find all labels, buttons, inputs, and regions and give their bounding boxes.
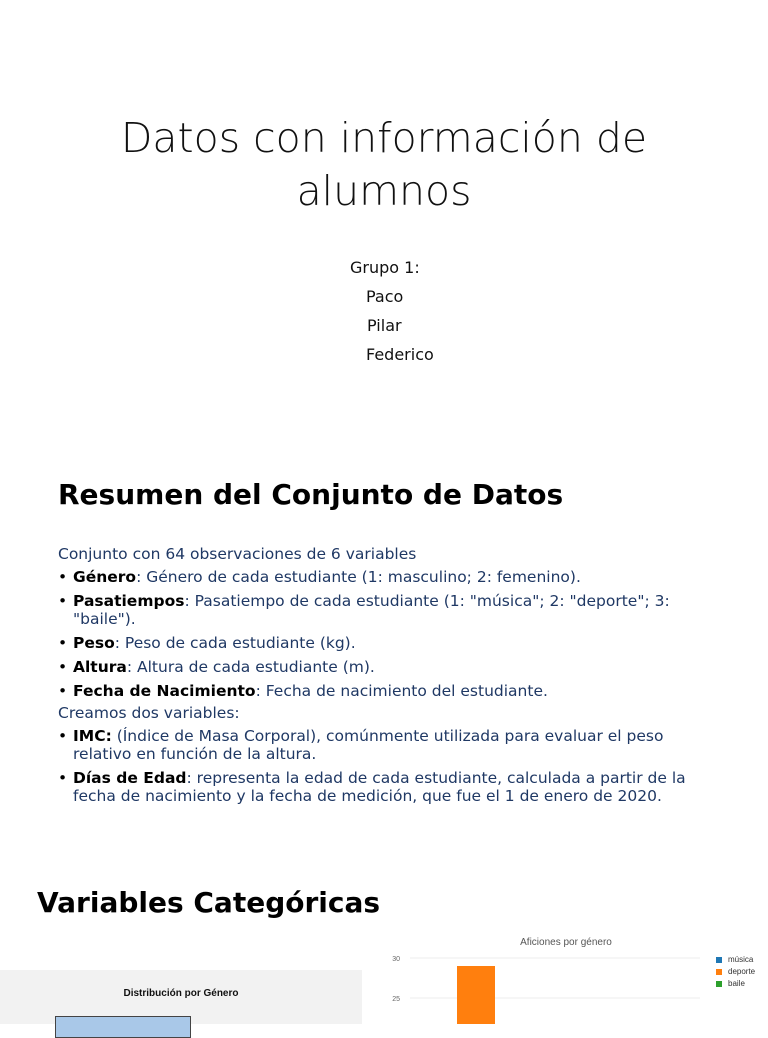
legend-item-musica: [716, 954, 755, 966]
slide-title-line1: Datos con información de: [120, 114, 648, 162]
legend-label-baile: baile: [728, 979, 745, 988]
term-altura: Altura: [73, 658, 127, 676]
list-item-altura: [58, 658, 718, 676]
summary-intro: Conjunto con 64 observaciones de 6 variables: [58, 545, 417, 563]
group-member-paco: Paco: [366, 287, 404, 306]
list-item-peso: [58, 634, 718, 652]
list-item-fecha-nacimiento: [58, 682, 718, 700]
list-item-pasatiempos: [58, 592, 718, 628]
term-imc: IMC:: [73, 727, 112, 745]
term-fecha-nacimiento: Fecha de Nacimiento: [73, 682, 256, 700]
term-peso: Peso: [73, 634, 115, 652]
gender-chart-title: Distribución por Género: [123, 988, 239, 999]
desc-pasatiempos: : Pasatiempo de cada estudiante (1: "música"; 2: "deporte"; 3: "baile").: [73, 592, 670, 628]
y-tick-label: 30: [392, 956, 400, 963]
legend-item-deporte: [716, 966, 755, 978]
legend-label-deporte: deporte: [728, 967, 756, 976]
term-genero: Género: [73, 568, 137, 586]
group-member-federico: Federico: [366, 345, 434, 364]
group-label: Grupo 1:: [350, 258, 420, 277]
hobby-chart-title: Aficiones por género: [520, 937, 612, 948]
summary-body: [58, 545, 718, 811]
hobby-plot: [392, 956, 700, 1024]
hobby-chart-svg: [370, 930, 768, 1024]
legend-label-musica: música: [728, 955, 754, 964]
slide-title: [0, 112, 768, 218]
desc-peso: : Peso de cada estudiante (kg).: [114, 634, 356, 652]
term-pasatiempos: Pasatiempos: [73, 592, 185, 610]
summary-heading: Resumen del Conjunto de Datos: [58, 478, 564, 511]
variables-list: [58, 568, 718, 700]
gender-bar: [55, 1016, 191, 1038]
list-item-imc: [58, 727, 718, 763]
new-variables-list: [58, 727, 718, 805]
list-item-dias-edad: [58, 769, 718, 805]
desc-fecha-nacimiento: : Fecha de nacimiento del estudiante.: [255, 682, 548, 700]
legend-swatch-musica: [716, 957, 722, 963]
slide-title-line2: alumnos: [296, 167, 472, 215]
list-item-genero: [58, 568, 718, 586]
legend-item-baile: [716, 978, 755, 990]
y-tick-label: 25: [392, 996, 400, 1003]
hobby-legend: [716, 954, 755, 990]
categorical-heading: Variables Categóricas: [37, 886, 381, 919]
created-variables-intro: Creamos dos variables:: [58, 704, 240, 722]
hobby-chart: [370, 930, 768, 1024]
desc-altura: : Altura de cada estudiante (m).: [126, 658, 375, 676]
desc-imc: (Índice de Masa Corporal), comúnmente utilizada para evaluar el peso relativo en función de la altura.: [73, 727, 664, 763]
gender-chart: [0, 970, 362, 1024]
desc-genero: : Género de cada estudiante (1: masculino; 2: femenino).: [136, 568, 581, 586]
term-dias-edad: Días de Edad: [73, 769, 187, 787]
legend-swatch-deporte: [716, 969, 722, 975]
group-member-pilar: Pilar: [367, 316, 402, 335]
legend-swatch-baile: [716, 981, 722, 987]
bar-deporte: [457, 966, 495, 1024]
desc-dias-edad: : representa la edad de cada estudiante, calculada a partir de la fecha de nacimiento y la fecha de medición, que fue el 1 de enero de 2020.: [73, 769, 686, 805]
